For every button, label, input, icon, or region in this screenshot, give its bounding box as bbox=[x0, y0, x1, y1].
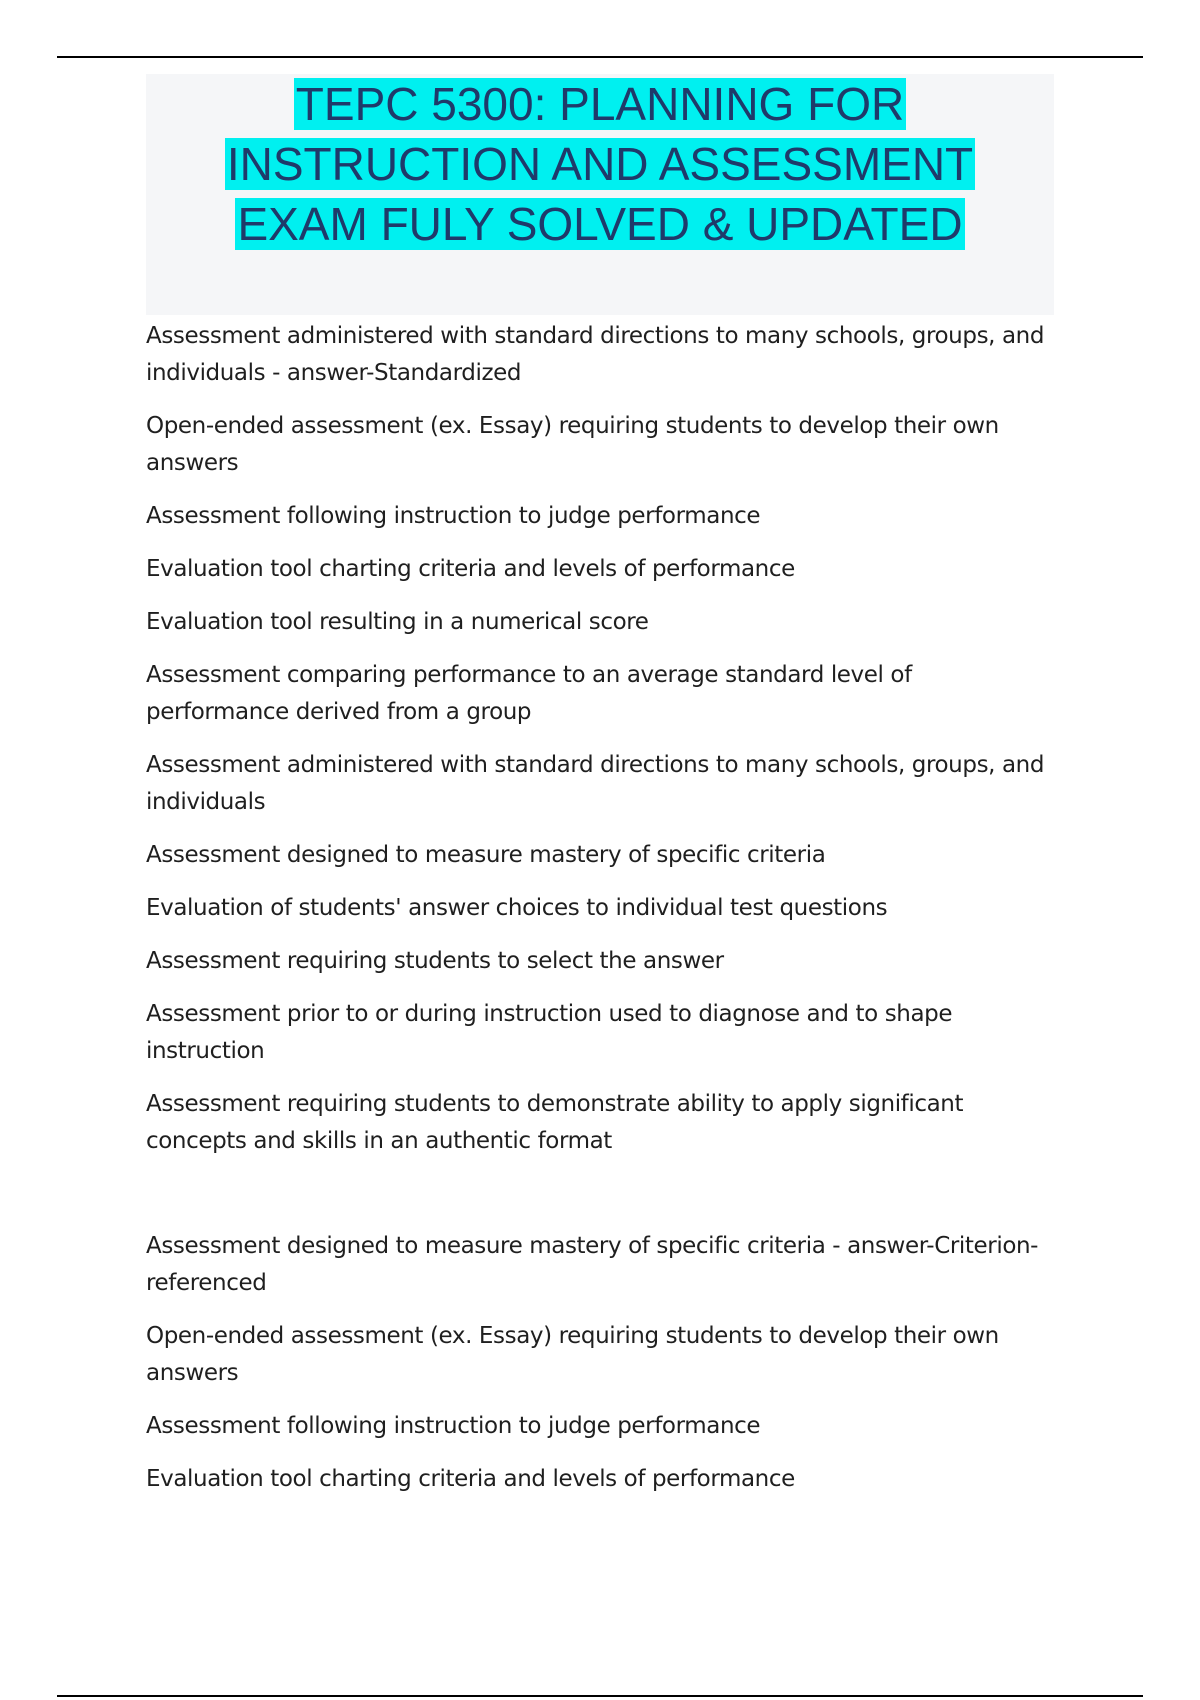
question-item: Evaluation tool resulting in a numerical score bbox=[146, 609, 649, 635]
question-item: Assessment following instruction to judge performance bbox=[146, 503, 761, 529]
title-line-text: TEPC 5300: PLANNING FOR bbox=[295, 78, 905, 130]
question-item: Assessment designed to measure mastery of specific criteria bbox=[146, 842, 826, 868]
title-block bbox=[146, 74, 1054, 315]
question-item: Evaluation tool charting criteria and levels of performance bbox=[146, 556, 795, 582]
question-item: Open-ended assessment (ex. Essay) requiring students to develop their own answers bbox=[146, 413, 999, 476]
title-line bbox=[146, 74, 1054, 134]
question-item: Assessment comparing performance to an average standard level of performance derived from a group bbox=[146, 662, 912, 725]
question-item: Evaluation tool charting criteria and levels of performance bbox=[146, 1466, 795, 1492]
bottom-divider bbox=[57, 1695, 1143, 1697]
document-body bbox=[146, 318, 1046, 1514]
title-line-text: INSTRUCTION AND ASSESSMENT bbox=[226, 138, 974, 190]
question-item: Assessment prior to or during instruction used to diagnose and to shape instruction bbox=[146, 1001, 953, 1064]
question-item: Assessment administered with standard directions to many schools, groups, and individuals bbox=[146, 752, 1045, 815]
question-item: Assessment following instruction to judge performance bbox=[146, 1413, 761, 1439]
question-item: Assessment requiring students to demonstrate ability to apply significant concepts and skills in an authentic format bbox=[146, 1091, 964, 1154]
top-divider bbox=[57, 56, 1143, 58]
section-spacer bbox=[146, 1176, 1046, 1228]
question-item: Assessment requiring students to select the answer bbox=[146, 948, 724, 974]
title-line bbox=[146, 134, 1054, 194]
title-line bbox=[146, 194, 1054, 254]
question-item: Evaluation of students' answer choices to individual test questions bbox=[146, 895, 888, 921]
title-line-text: EXAM FULY SOLVED & UPDATED bbox=[237, 198, 963, 250]
question-item: Assessment administered with standard directions to many schools, groups, and individuals - answer-Standardized bbox=[146, 323, 1045, 386]
document-title bbox=[146, 74, 1054, 254]
question-item: Assessment designed to measure mastery of specific criteria - answer-Criterion-referenced bbox=[146, 1233, 1039, 1296]
question-item: Open-ended assessment (ex. Essay) requiring students to develop their own answers bbox=[146, 1323, 999, 1386]
